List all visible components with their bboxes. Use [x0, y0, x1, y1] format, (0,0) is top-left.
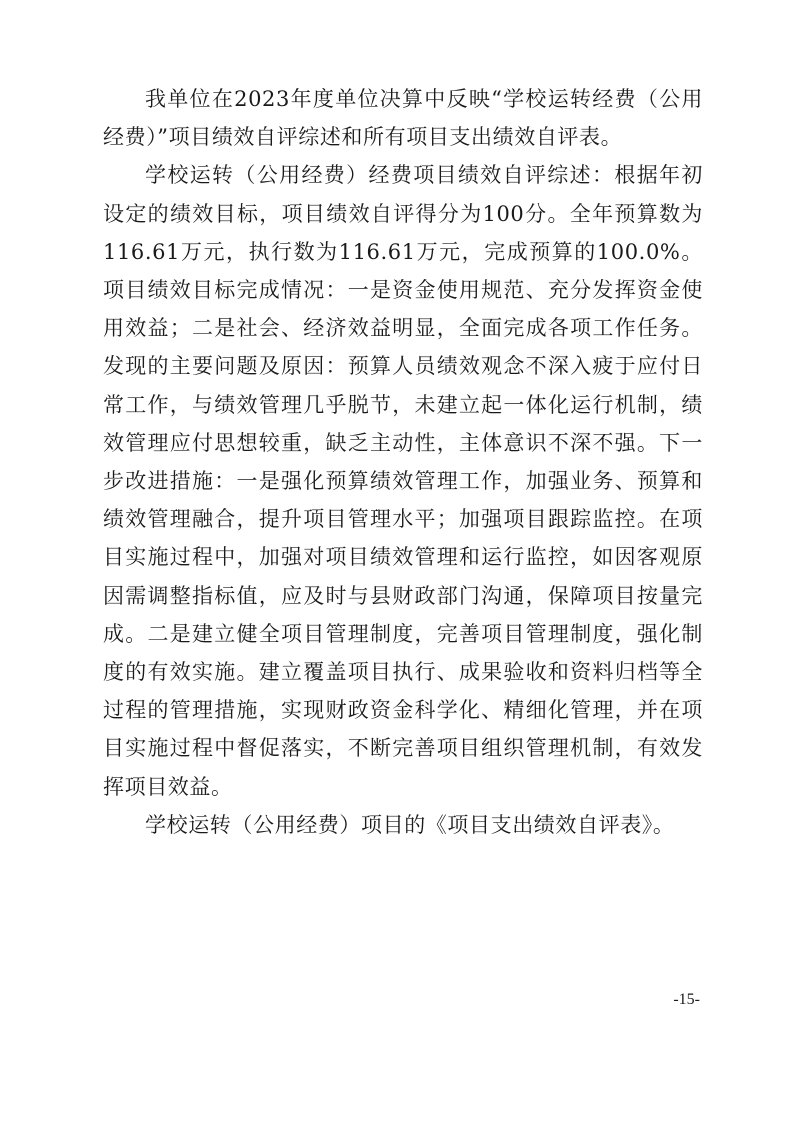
document-body: [103, 80, 703, 844]
paragraph-table-reference: 学校运转（公用经费）项目的《项目支出绩效自评表》。: [145, 812, 675, 837]
paragraph-intro: 我单位在2023年度单位决算中反映“学校运转经费（公用经费）”项目绩效自评综述和所有项目支出绩效自评表。: [103, 87, 703, 150]
page-number: -15-: [673, 991, 700, 1008]
paragraph-summary: 学校运转（公用经费）经费项目绩效自评综述：根据年初设定的绩效目标，项目绩效自评得分为100分。全年预算数为116.61万元，执行数为116.61万元，完成预算的100.0%。项目绩效目标完成情况：一是资金使用规范、充分发挥资金使用效益；二是社会、经济效益明显，全面完成各项工作任务。发现的主要问题及原因：预算人员绩效观念不深入疲于应付日常工作，与绩效管理几乎脱节，未建立起一体化运行机制，绩效管理应付思想较重，缺乏主动性，主体意识不深不强。下一步改进措施：一是强化预算绩效管理工作，加强业务、预算和绩效管理融合，提升项目管理水平；加强项目跟踪监控。在项目实施过程中，加强对项目绩效管理和运行监控，如因客观原因需调整指标值，应及时与县财政部门沟通，保障项目按量完成。二是建立健全项目管理制度，完善项目管理制度，强化制度的有效实施。建立覆盖项目执行、成果验收和资料归档等全过程的管理措施，实现财政资金科学化、精细化管理，并在项目实施过程中督促落实，不断完善项目组织管理机制，有效发挥项目效益。: [103, 163, 703, 799]
